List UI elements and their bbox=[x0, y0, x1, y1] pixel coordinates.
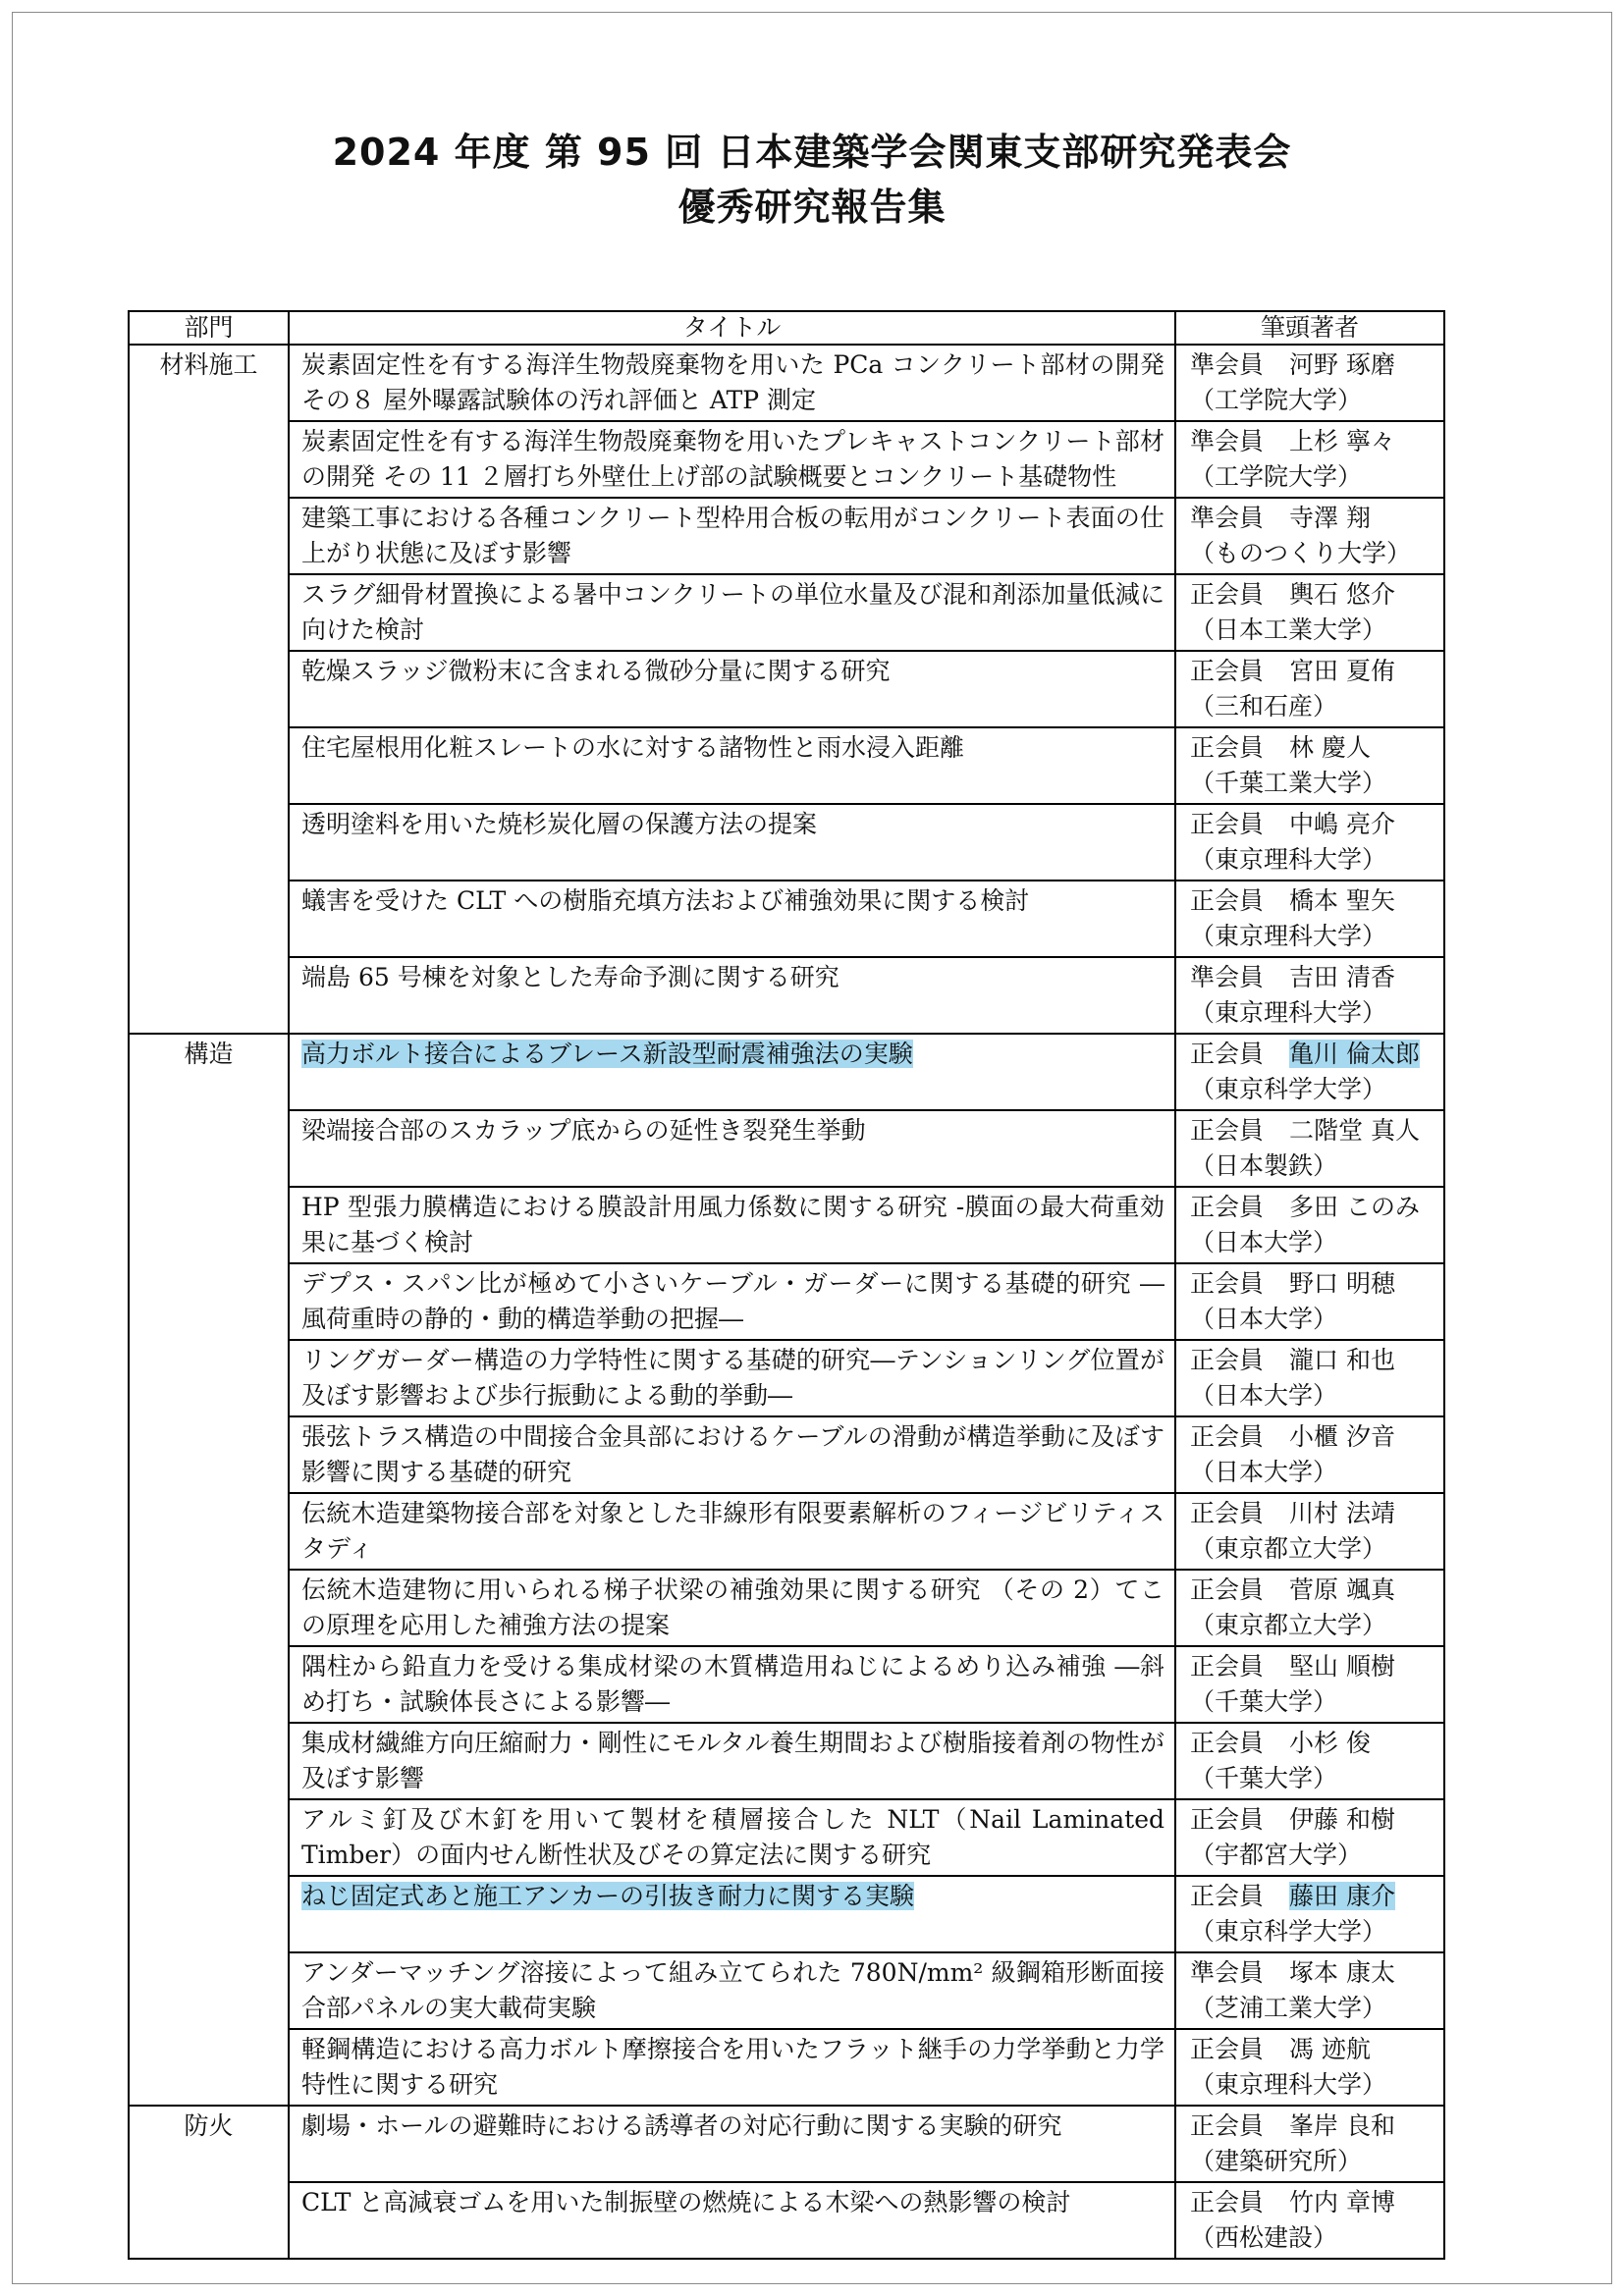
department-cell: 防火 bbox=[129, 2106, 289, 2259]
title-cell bbox=[289, 1646, 1175, 1723]
author-cell bbox=[1175, 2029, 1444, 2106]
author-cell bbox=[1175, 1799, 1444, 1876]
author-affiliation: （工学院大学） bbox=[1190, 462, 1363, 491]
author-name: 小櫃 汐音 bbox=[1289, 1422, 1395, 1451]
title-text: アンダーマッチング溶接によって組み立てられた 780N/mm² 級鋼箱形断面接合部パネルの実大載荷実験 bbox=[301, 1958, 1164, 2022]
table-row bbox=[129, 881, 1444, 957]
table-row bbox=[129, 421, 1444, 498]
department-cell: 構造 bbox=[129, 1034, 289, 2106]
author-affiliation: （三和石産） bbox=[1190, 692, 1338, 721]
member-class: 準会員 bbox=[1190, 963, 1265, 991]
title-text: アルミ釘及び木釘を用いて製材を積層接合した NLT（Nail Laminated Timber）の面内せん断性状及びその算定法に関する研究 bbox=[301, 1805, 1164, 1869]
title-cell bbox=[289, 421, 1175, 498]
title-cell bbox=[289, 1570, 1175, 1646]
author-cell bbox=[1175, 881, 1444, 957]
member-class: 正会員 bbox=[1190, 1575, 1265, 1604]
author-name: 寺澤 翔 bbox=[1289, 504, 1371, 532]
title-text: HP 型張力膜構造における膜設計用風力係数に関する研究 -膜面の最大荷重効果に基づく検討 bbox=[301, 1193, 1164, 1256]
table-row bbox=[129, 345, 1444, 421]
author-name: 菅原 颯真 bbox=[1289, 1575, 1395, 1604]
member-class: 正会員 bbox=[1190, 2188, 1265, 2216]
author-name: 橋本 聖矢 bbox=[1289, 886, 1395, 915]
title-cell bbox=[289, 2029, 1175, 2106]
author-name: 伊藤 和樹 bbox=[1289, 1805, 1395, 1834]
author-name: 上杉 寧々 bbox=[1289, 427, 1395, 455]
member-class: 正会員 bbox=[1190, 1499, 1265, 1527]
author-affiliation: （日本大学） bbox=[1190, 1228, 1338, 1256]
title-text: 住宅屋根用化粧スレートの水に対する諸物性と雨水浸入距離 bbox=[301, 733, 965, 762]
author-name: 瀧口 和也 bbox=[1289, 1346, 1395, 1374]
table-row bbox=[129, 804, 1444, 881]
member-class: 正会員 bbox=[1190, 810, 1265, 838]
author-cell bbox=[1175, 1876, 1444, 1952]
member-class: 準会員 bbox=[1190, 504, 1265, 532]
table-row bbox=[129, 1799, 1444, 1876]
author-name: 野口 明穂 bbox=[1289, 1269, 1395, 1298]
title-cell bbox=[289, 1110, 1175, 1187]
author-cell bbox=[1175, 804, 1444, 881]
title-text: 端島 65 号棟を対象とした寿命予測に関する研究 bbox=[301, 963, 839, 991]
member-class: 正会員 bbox=[1190, 1193, 1265, 1221]
author-cell bbox=[1175, 1263, 1444, 1340]
author-cell bbox=[1175, 1952, 1444, 2029]
author-affiliation: （千葉工業大学） bbox=[1190, 769, 1387, 797]
author-cell bbox=[1175, 421, 1444, 498]
author-name: 多田 このみ bbox=[1289, 1193, 1420, 1221]
member-class: 正会員 bbox=[1190, 580, 1265, 609]
author-cell bbox=[1175, 1416, 1444, 1493]
author-cell bbox=[1175, 1110, 1444, 1187]
title-text: 隅柱から鉛直力を受ける集成材梁の木質構造用ねじによるめり込み補強 ―斜め打ち・試験体長さによる影響― bbox=[301, 1652, 1164, 1716]
member-class: 準会員 bbox=[1190, 1958, 1265, 1987]
table-row bbox=[129, 1034, 1444, 1110]
title-cell bbox=[289, 1416, 1175, 1493]
author-name: 二階堂 真人 bbox=[1289, 1116, 1420, 1145]
table-row bbox=[129, 1723, 1444, 1799]
author-affiliation: （日本工業大学） bbox=[1190, 615, 1387, 644]
title-text: 伝統木造建物に用いられる梯子状梁の補強効果に関する研究 （その 2）てこの原理を応用した補強方法の提案 bbox=[301, 1575, 1164, 1639]
title-text: 梁端接合部のスカラップ底からの延性き裂発生挙動 bbox=[301, 1116, 866, 1145]
title-cell bbox=[289, 1340, 1175, 1416]
member-class: 正会員 bbox=[1190, 1116, 1265, 1145]
table-row bbox=[129, 1416, 1444, 1493]
title-text: 高力ボルト接合によるブレース新設型耐震補強法の実験 bbox=[301, 1040, 913, 1068]
title-cell bbox=[289, 651, 1175, 727]
table-row bbox=[129, 1493, 1444, 1570]
author-cell bbox=[1175, 2182, 1444, 2259]
author-name: 亀川 倫太郎 bbox=[1289, 1040, 1420, 1068]
author-affiliation: （千葉大学） bbox=[1190, 1687, 1338, 1716]
author-name: 竹内 章博 bbox=[1289, 2188, 1395, 2216]
title-text: 炭素固定性を有する海洋生物殻廃棄物を用いたプレキャストコンクリート部材の開発 その 11 ２層打ち外壁仕上げ部の試験概要とコンクリート基礎物性 bbox=[301, 427, 1164, 491]
author-name: 堅山 順樹 bbox=[1289, 1652, 1395, 1681]
author-affiliation: （東京都立大学） bbox=[1190, 1534, 1387, 1563]
author-cell bbox=[1175, 574, 1444, 651]
author-affiliation: （千葉大学） bbox=[1190, 1764, 1338, 1792]
member-class: 正会員 bbox=[1190, 1269, 1265, 1298]
member-class: 正会員 bbox=[1190, 1652, 1265, 1681]
author-affiliation: （日本製鉄） bbox=[1190, 1151, 1338, 1180]
author-name: 林 慶人 bbox=[1289, 733, 1371, 762]
table-row bbox=[129, 957, 1444, 1034]
title-cell bbox=[289, 2182, 1175, 2259]
author-cell bbox=[1175, 1570, 1444, 1646]
table-row bbox=[129, 1110, 1444, 1187]
column-header-title: タイトル bbox=[289, 311, 1175, 345]
table-row bbox=[129, 574, 1444, 651]
title-cell bbox=[289, 804, 1175, 881]
table-row bbox=[129, 498, 1444, 574]
author-name: 輿石 悠介 bbox=[1289, 580, 1395, 609]
author-cell bbox=[1175, 1340, 1444, 1416]
title-text: 伝統木造建築物接合部を対象とした非線形有限要素解析のフィージビリティスタディ bbox=[301, 1499, 1164, 1563]
author-affiliation: （東京理科大学） bbox=[1190, 922, 1387, 950]
title-text: 軽鋼構造における高力ボルト摩擦接合を用いたフラット継手の力学挙動と力学特性に関する研究 bbox=[301, 2035, 1164, 2099]
author-name: 中嶋 亮介 bbox=[1289, 810, 1395, 838]
title-cell bbox=[289, 727, 1175, 804]
author-cell bbox=[1175, 345, 1444, 421]
title-text: 集成材繊維方向圧縮耐力・剛性にモルタル養生期間および樹脂接着剤の物性が及ぼす影響 bbox=[301, 1729, 1164, 1792]
author-cell bbox=[1175, 1187, 1444, 1263]
author-cell bbox=[1175, 2106, 1444, 2182]
table-row bbox=[129, 1187, 1444, 1263]
author-affiliation: （工学院大学） bbox=[1190, 386, 1363, 414]
author-cell bbox=[1175, 651, 1444, 727]
title-cell bbox=[289, 881, 1175, 957]
author-affiliation: （宇都宮大学） bbox=[1190, 1841, 1363, 1869]
document-title: 2024 年度 第 95 回 日本建築学会関東支部研究発表会 bbox=[332, 131, 1292, 174]
author-cell bbox=[1175, 1723, 1444, 1799]
author-cell bbox=[1175, 498, 1444, 574]
title-text: スラグ細骨材置換による暑中コンクリートの単位水量及び混和剤添加量低減に向けた検討 bbox=[301, 580, 1164, 644]
title-text: ねじ固定式あと施工アンカーの引抜き耐力に関する実験 bbox=[301, 1882, 915, 1910]
title-text: 蟻害を受けた CLT への樹脂充填方法および補強効果に関する検討 bbox=[301, 886, 1030, 915]
title-cell bbox=[289, 1799, 1175, 1876]
member-class: 準会員 bbox=[1190, 427, 1265, 455]
title-cell bbox=[289, 1723, 1175, 1799]
table-row bbox=[129, 1263, 1444, 1340]
author-affiliation: （日本大学） bbox=[1190, 1305, 1338, 1333]
table-row bbox=[129, 1340, 1444, 1416]
member-class: 正会員 bbox=[1190, 1729, 1265, 1757]
author-affiliation: （日本大学） bbox=[1190, 1381, 1338, 1410]
author-affiliation: （東京科学大学） bbox=[1190, 1917, 1387, 1946]
member-class: 正会員 bbox=[1190, 886, 1265, 915]
title-cell bbox=[289, 1493, 1175, 1570]
author-affiliation: （東京理科大学） bbox=[1190, 998, 1387, 1027]
member-class: 正会員 bbox=[1190, 733, 1265, 762]
author-affiliation: （日本大学） bbox=[1190, 1458, 1338, 1486]
table-row bbox=[129, 651, 1444, 727]
author-affiliation: （東京都立大学） bbox=[1190, 1611, 1387, 1639]
title-text: 劇場・ホールの避難時における誘導者の対応行動に関する実験的研究 bbox=[301, 2111, 1062, 2140]
author-name: 河野 琢磨 bbox=[1289, 350, 1395, 379]
author-cell bbox=[1175, 957, 1444, 1034]
author-affiliation: （東京科学大学） bbox=[1190, 1075, 1387, 1103]
table-row bbox=[129, 2106, 1444, 2182]
author-cell bbox=[1175, 1493, 1444, 1570]
title-text: CLT と高減衰ゴムを用いた制振壁の燃焼による木梁への熱影響の検討 bbox=[301, 2188, 1071, 2216]
member-class: 正会員 bbox=[1190, 2035, 1265, 2063]
department-cell: 材料施工 bbox=[129, 345, 289, 1034]
title-cell bbox=[289, 498, 1175, 574]
title-text: リングガーダー構造の力学特性に関する基礎的研究―テンションリング位置が及ぼす影響および歩行振動による動的挙動― bbox=[301, 1346, 1164, 1410]
table-row bbox=[129, 1876, 1444, 1952]
member-class: 正会員 bbox=[1190, 657, 1265, 685]
author-affiliation: （建築研究所） bbox=[1190, 2147, 1363, 2175]
author-affiliation: （西松建設） bbox=[1190, 2223, 1338, 2252]
member-class: 正会員 bbox=[1190, 2111, 1265, 2140]
author-affiliation: （東京理科大学） bbox=[1190, 2070, 1387, 2099]
table-row bbox=[129, 2029, 1444, 2106]
author-name: 峯岸 良和 bbox=[1289, 2111, 1395, 2140]
title-text: デプス・スパン比が極めて小さいケーブル・ガーダーに関する基礎的研究 ―風荷重時の静的・動的構造挙動の把握― bbox=[301, 1269, 1164, 1333]
title-cell bbox=[289, 345, 1175, 421]
table-row bbox=[129, 727, 1444, 804]
title-text: 炭素固定性を有する海洋生物殻廃棄物を用いた PCa コンクリート部材の開発 その８ 屋外曝露試験体の汚れ評価と ATP 測定 bbox=[301, 350, 1164, 414]
table-header-row bbox=[129, 311, 1444, 345]
column-header-dept: 部門 bbox=[129, 311, 289, 345]
member-class: 正会員 bbox=[1190, 1346, 1265, 1374]
awards-table bbox=[128, 310, 1445, 2260]
title-text: 透明塗料を用いた焼杉炭化層の保護方法の提案 bbox=[301, 810, 818, 838]
author-affiliation: （ものつくり大学） bbox=[1190, 539, 1412, 567]
author-name: 馮 迹航 bbox=[1289, 2035, 1371, 2063]
author-cell bbox=[1175, 727, 1444, 804]
title-cell bbox=[289, 1034, 1175, 1110]
title-text: 張弦トラス構造の中間接合金具部におけるケーブルの滑動が構造挙動に及ぼす影響に関する基礎的研究 bbox=[301, 1422, 1164, 1486]
title-text: 建築工事における各種コンクリート型枠用合板の転用がコンクリート表面の仕上がり状態に及ぼす影響 bbox=[301, 504, 1164, 567]
author-cell bbox=[1175, 1646, 1444, 1723]
table-row bbox=[129, 1952, 1444, 2029]
member-class: 正会員 bbox=[1190, 1422, 1265, 1451]
author-affiliation: （東京理科大学） bbox=[1190, 845, 1387, 874]
author-name: 川村 法靖 bbox=[1289, 1499, 1395, 1527]
author-name: 塚本 康太 bbox=[1289, 1958, 1395, 1987]
title-cell bbox=[289, 1876, 1175, 1952]
title-cell bbox=[289, 1187, 1175, 1263]
title-cell bbox=[289, 2106, 1175, 2182]
title-cell bbox=[289, 957, 1175, 1034]
author-cell bbox=[1175, 1034, 1444, 1110]
table-body bbox=[129, 345, 1444, 2259]
author-affiliation: （芝浦工業大学） bbox=[1190, 1994, 1387, 2022]
member-class: 正会員 bbox=[1190, 1882, 1265, 1910]
member-class: 準会員 bbox=[1190, 350, 1265, 379]
author-name: 宮田 夏侑 bbox=[1289, 657, 1395, 685]
author-name: 藤田 康介 bbox=[1289, 1882, 1395, 1910]
member-class: 正会員 bbox=[1190, 1805, 1265, 1834]
document-subtitle: 優秀研究報告集 bbox=[677, 186, 947, 229]
title-text: 乾燥スラッジ微粉末に含まれる微砂分量に関する研究 bbox=[301, 657, 891, 685]
table-row bbox=[129, 1570, 1444, 1646]
title-cell bbox=[289, 1952, 1175, 2029]
member-class: 正会員 bbox=[1190, 1040, 1265, 1068]
title-cell bbox=[289, 574, 1175, 651]
author-name: 吉田 清香 bbox=[1289, 963, 1395, 991]
author-name: 小杉 俊 bbox=[1289, 1729, 1371, 1757]
table-row bbox=[129, 2182, 1444, 2259]
title-cell bbox=[289, 1263, 1175, 1340]
column-header-author: 筆頭著者 bbox=[1175, 311, 1444, 345]
table-row bbox=[129, 1646, 1444, 1723]
